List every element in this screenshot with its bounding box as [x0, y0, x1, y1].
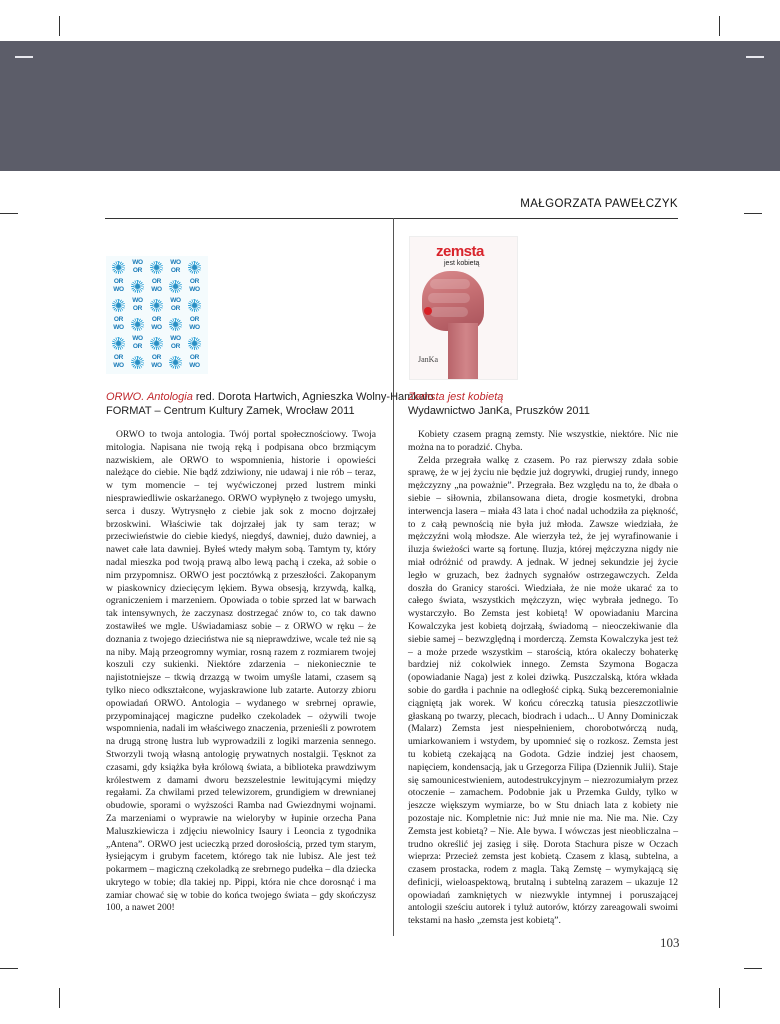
crop-mark: [746, 56, 764, 58]
left-caption: [106, 390, 434, 418]
orwo-burst-tile: [109, 258, 128, 277]
right-caption: [408, 390, 590, 418]
orwo-text-tile: WO OR: [132, 259, 143, 274]
publisher-logo: JanKa: [418, 355, 438, 364]
book-publisher: FORMAT – Centrum Kultury Zamek, Wrocław 2011: [106, 405, 355, 417]
orwo-burst-tile: [109, 334, 128, 353]
paragraph: Zelda przegrała walkę z czasem. Po raz pierwszy zdała sobie sprawę, że w jej życiu nie będzie już dogrywki, drugiej rundy, innego mężczyzny „na poważnie”. Przegrała. Bez względu na to, że dbała o siebie – siłownia, zbilansowana dieta, drogie kosmetyki, drobna interwencja lasera – miała 43 lata i choć nadal uchodziła za piękność, to z całą pewnością nie była już młoda. Zawsze wiedziała, że mężczyźni wolą młodsze. Ale wierzyła też, że jej wyrafinowanie i iluzja świeżości warte są fortunę. Iluzja, której mężczyzna nigdy nie miał odróżnić od prawdy. A jednak. W jednej sekundzie jej życie legło w gruzach, bez żadnych sygnałów ostrzegawczych. Zelda doszła do Granicy starości. Wiedziała, że nie może ukarać za to całego świata, wszystkich mężczyzn, więc wybrała jednego. To wystarczyło. Bo Zemsta jest kobietą! W opowiadaniu Marcina Kowalczyka jest kobietą dojrzałą, świadomą – nieoczekiwanie dla siebie samej – bezwzględną i morderczą. Zemsta Kowalczyka jest też – a może przede wszystkim – starością, która okaleczy bohaterkę bardziej niż cokolwiek innego. Zemsta Szymona Bogacza (opowiadanie Naga) jest z kolei dziwką. Puszczalską, która wkłada sobie do gardła i pachnie na odległość cipką. Suką bezceremonialnie ciągniętą jak worek. W końcu córeczką tatusia pieszczotliwie głaskaną po twarzy, plecach, biodrach i udach... U Anny Dominiczak (Malarz) Zemsta jest niespełnieniem, chorobotwórczą nudą, umiarkowaniem i wstydem, by upomnieć się o rozkosz. Zemsta jest tu kobietą czekającą na Godota. Gdzie indziej jest chaosem, napięciem, kondensacją, jak u Grzegorza Filipa (Dziennik Julii). Staje się samounicestwieniem, autodestrukcyjnym – niezrozumiałym przez otoczenie – zamachem. Podobnie jak u Przemka Guldy, tylko w jeszcze większym wymiarze, bo w Stu dniach lata z kobiety nie pozostaje nic. Kompletnie nic: Już mnie nie ma. Nie ma. Nie. Czy Zemsta jest kobietą? – Nie. Ale bywa. I wówczas jest nieobliczalna – trudno określić jej zasięg i siłę. Dorota Stachura pisze w Oczach wieprza: Przecież zemsta jest kobietą. Czasem z klasą, subtelna, a czasem prostacka, rodem z magla. Taką Zemstę – wymykającą się definicji, wieloaspektową, brutalną i subtelną zarazem – ukazuje 12 opowiadań zamkniętych w niezwykle intymnej i poruszającej antologii sześciu autorek i tyluż autorów, którzy zareagowali swoimi tekstami na hasło „zemsta jest kobietą”.: [408, 454, 678, 927]
column-divider: [393, 218, 394, 936]
orwo-burst-tile: [109, 296, 128, 315]
author-row: [105, 194, 678, 219]
orwo-text-tile: WO OR: [132, 297, 143, 312]
orwo-text-tile: WO OR: [170, 335, 181, 350]
orwo-text-tile: WO OR: [132, 335, 143, 350]
orwo-text-tile: OR WO: [151, 316, 162, 331]
orwo-burst-tile: [166, 353, 185, 372]
orwo-burst-tile: [128, 315, 147, 334]
cover-title: zemsta: [436, 243, 484, 260]
book-title: Zemsta jest kobietą: [408, 391, 504, 403]
book-editors: red. Dorota Hartwich, Agnieszka Wolny-Hamkało: [192, 391, 434, 403]
orwo-burst-tile: [166, 315, 185, 334]
orwo-text-tile: WO OR: [170, 259, 181, 274]
left-review-text: [106, 429, 376, 915]
orwo-burst-tile: [128, 353, 147, 372]
cover-subtitle: jest kobietą: [444, 260, 480, 267]
orwo-burst-tile: [147, 296, 166, 315]
orwo-text-tile: OR WO: [113, 278, 124, 293]
author-name: MAŁGORZATA PAWEŁCZYK: [520, 198, 678, 210]
arm-illustration: [448, 323, 478, 379]
paragraph: ORWO to twoja antologia. Twój portal społecznościowy. Twoja mitologia. Napisana nie twoją ręką i podpisana obco brzmiącym nazwiskiem, ale ORWO to wspomnienia, historie i opowieści należące do ciebie. Nie bądź zdziwiony, nie udawaj i nie rób – teraz, w tym momencie – tej wyćwiczonej przed lustrem minki niesprawiedliwie oskarżanego. ORWO wypłynęło z twojego umysłu, serca i duszy. Wytrysnęło z ciebie jak sok z mocno dojrzałej brzoskwini. Właściwie tak dojrzałej jak ty sam teraz; w przeciwieństwie do ciebie kiedyś, niegdyś, dawniej, dużo dawniej, a nawet całe lata dawniej. Byłeś wtedy małym sobą. Tamtym ty, który nadal mieszka pod twoją prawą albo lewą pachą i czeka, aż sobie o nim przypomnisz. ORWO jest pocztówką z przeszłości. Zakopanym w piaskownicy dziecięcym lękiem. Bywa obsesją, krzywdą, kalką, ograniczeniem i marzeniem. Opowiada o tobie sprzed lat w barwach tak intensywnych, że zaczynasz dostrzegać znów to, co tak dawno zostawiłeś we mgle. Uświadamiasz sobie – z ORWO w ręku – że doznania z twojego dzieciństwa nie są nieprawdziwe, wcale też nie są na niby. Mają przeogromny wymiar, rosną razem z rozmiarem twojej koszuli czy sukienki. Niektóre zdarzenia – niekoniecznie te najistotniejsze – tkwią drzazgą w twoim umyśle latami, czasem są tylko nieco odkształcone, wyjaskrawione lub zatarte. Autorzy zbioru opowiadań ORWO. Antologia – wydanego w srebrnej oprawie, przypominającej magiczne pudełko czekoladek – ożywili twoje wspomnienia, nadali im właściwego znaczenia, przenieśli z powrotem na drugą stronę lustra lub wyprowadzili z logiki marzenia sennego. Stworzyli twoją własną antologię prywatnych nostalgii. Tęsknot za czasami, gdy książka była królową świata, a biblioteka prawdziwym królestwem z damami dworu bezszelestnie lewitującymi między regałami. Za chwilami przed telewizorem, grundigiem w drewnianej obudowie, sporami o wyższości Ramba nad Gwiezdnymi wojnami. Za marzeniami o wyprawie na wielorybу w łupinie orzecha Pana Maluszkiewicza i zdjęciu niewolnicy Isaury i Leoncia z tygodnika „Antena”. ORWO jest ucieczką przed dorosłością, przed tym starym, łysiejącym i grubym facetem, którego tak nie lubisz. Ale jest też pokarmem – magiczną czekoladką ze srebrnego pudełka – dla dziecka ukrytego w tobie; dla takiej np. Pippi, która nie chce dorosnąć i ma zamiar chować się w tobie do końca twojego świata – gdy skończysz 100, a nawet 200!: [106, 429, 376, 914]
zemsta-cover-image: [409, 236, 518, 380]
paragraph: Kobiety czasem pragną zemsty. Nie wszystkie, niektóre. Nic nie można na to poradzić. Chyba.: [408, 429, 678, 453]
crop-mark: [59, 16, 60, 36]
header-band: [0, 41, 780, 171]
orwo-burst-tile: [185, 258, 204, 277]
orwo-burst-tile: [147, 258, 166, 277]
right-review-text: [408, 429, 678, 928]
orwo-text-tile: OR WO: [113, 354, 124, 369]
book-publisher: Wydawnictwo JanKa, Pruszków 2011: [408, 405, 590, 417]
page-number: 103: [660, 935, 680, 950]
orwo-text-tile: WO OR: [170, 297, 181, 312]
crop-mark: [744, 213, 762, 214]
orwo-text-tile: OR WO: [113, 316, 124, 331]
crop-mark: [719, 16, 720, 36]
orwo-burst-tile: [166, 277, 185, 296]
book-title: ORWO. Antologia: [106, 391, 193, 403]
crop-mark: [15, 56, 33, 58]
orwo-text-tile: OR WO: [151, 278, 162, 293]
orwo-text-tile: OR WO: [151, 354, 162, 369]
orwo-burst-tile: [128, 277, 147, 296]
red-dot: [424, 307, 432, 315]
orwo-text-tile: OR WO: [189, 354, 200, 369]
crop-mark: [719, 988, 720, 1008]
orwo-cover-image: [106, 256, 208, 374]
orwo-burst-tile: [185, 296, 204, 315]
orwo-burst-tile: [147, 334, 166, 353]
crop-mark: [0, 213, 18, 214]
crop-mark: [0, 968, 18, 969]
crop-mark: [59, 988, 60, 1008]
orwo-text-tile: OR WO: [189, 316, 200, 331]
fist-illustration: [422, 271, 484, 331]
orwo-pattern: [109, 258, 204, 372]
orwo-text-tile: OR WO: [189, 278, 200, 293]
orwo-burst-tile: [185, 334, 204, 353]
crop-mark: [744, 968, 762, 969]
